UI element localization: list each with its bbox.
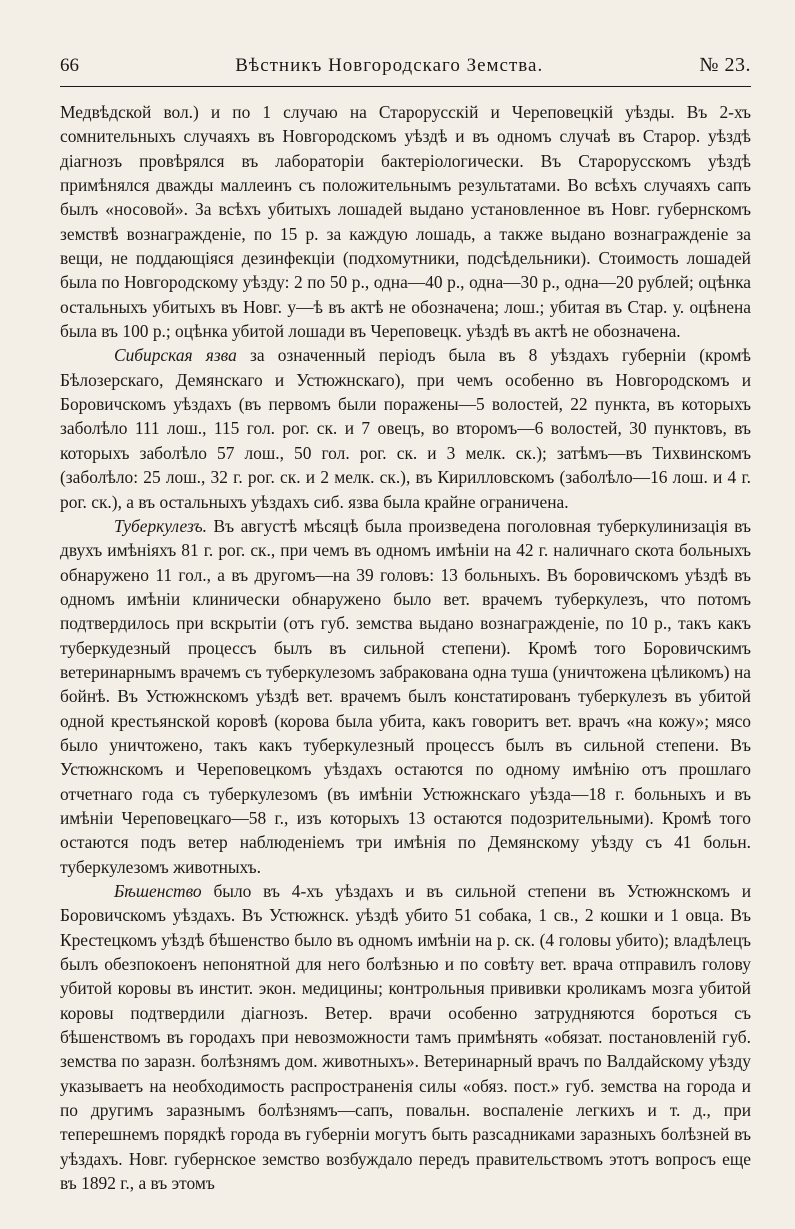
journal-title: Вѣстникъ Новгородскаго Земства. bbox=[235, 55, 544, 76]
paragraph-tuberculosis bbox=[60, 514, 751, 879]
paragraph-anthrax bbox=[60, 343, 751, 513]
paragraph-text: Медвѣдской вол.) и по 1 случаю на Старорусскій и Череповецкій уѣзды. Въ 2-хъ сомнительныхъ случаяхъ въ Новгородскомъ уѣздѣ и въ одномъ случаѣ въ Старор. уѣздѣ діагнозъ провѣрялся въ лабораторіи бактеріологически. Въ Старорусскомъ уѣздѣ примѣнялся дважды маллеинъ съ положительнымъ результатами. Во всѣхъ случаяхъ сапъ былъ «носовой». За всѣхъ убитыхъ лошадей выдано установленное въ Новг. губернскомъ земствѣ вознагражденіе, по 15 р. за каждую лошадь, а также выдано вознагражденіе за вещи, не поддающіяся дезинфекціи (подхомутники, подсѣдельники). Стоимость лошадей была по Новгородскому уѣзду: 2 по 50 р., одна—40 р., одна—30 р., одна—20 рублей; оцѣнка остальныхъ убитыхъ въ Новг. у—ѣ въ актѣ не обозначена; лош.; убитая въ Стар. у. оцѣнена была въ 100 р.; оцѣнка убитой лошади въ Череповецк. уѣздѣ въ актѣ не обозначена. bbox=[60, 102, 751, 342]
paragraph-text: было въ 4-хъ уѣздахъ и въ сильной степени въ Устюжнскомъ и Боровичскомъ уѣздахъ. Въ Устюжнск. уѣздѣ убито 51 собака, 1 св., 2 кошки и 1 овца. Въ Крестецкомъ уѣздѣ бѣшенство было въ одномъ имѣніи на р. ск. (4 головы убито); владѣлецъ былъ обезпокоенъ непонятной для него болѣзнью и по совѣту вет. врача отправилъ голову убитой коровы въ инстит. экон. медицины; контрольныя прививки кроликамъ мозга убитой коровы подтвердили діагнозъ. Ветер. врачи особенно затрудняются бороться съ бѣшенствомъ въ городахъ при невозможности тамъ примѣнять «обязат. постановленій губ. земства по заразн. болѣзнямъ дом. животныхъ». Ветеринарный врачъ по Валдайскому уѣзду указываетъ на необходимость распространенія силы «обяз. пост.» губ. земства на города и по другимъ заразнымъ болѣзнямъ—сапъ, повальн. воспаленіе легкихъ и т. д., при теперешнемъ порядкѣ города въ губерніи могутъ быть разсадниками заразныхъ болѣзней въ уѣздахъ. Новг. губернское земство возбуждало передъ правительствомъ этотъ вопросъ еще въ 1892 г., а въ этомъ bbox=[60, 881, 751, 1194]
section-lead: Бѣшенство bbox=[114, 881, 202, 901]
paragraph-text: Въ августѣ мѣсяцѣ была произведена поголовная туберкулинизація въ двухъ имѣніяхъ 81 г. рог. ск., при чемъ въ одномъ имѣніи на 42 г. наличнаго скота больныхъ обнаружено 11 гол., а въ другомъ—на 39 головъ: 13 больныхъ. Въ боровичскомъ уѣздѣ въ одномъ имѣніи клинически обнаружено было вет. врачемъ туберкулезъ, что потомъ подтвердилось при вскрытіи (отъ губ. земства выдано вознагражденіе, по 10 р., такъ какъ туберкудезный процессъ былъ въ сильной степени). Кромѣ того Боровичскимъ ветеринарнымъ врачемъ съ туберкулезомъ забракована одна туша (уничтожена цѣликомъ) на бойнѣ. Въ Устюжнскомъ уѣздѣ вет. врачемъ былъ констатированъ туберкулезъ въ убитой одной крестьянской коровѣ (корова была убита, какъ говоритъ вет. врачъ «на кожу»; мясо было уничтожено, такъ какъ туберкулезный процессъ былъ въ сильной степени. Въ Устюжнскомъ и Череповецкомъ уѣздахъ остаются по одному имѣнію отъ прошлаго отчетнаго года съ туберкулезомъ (въ имѣніи Устюжнскаго уѣзда—18 г. больныхъ и въ имѣніи Череповецкаго—58 г., изъ которыхъ 13 остаются подозрительными). Кромѣ того остаются подъ ветер наблюденіемъ три имѣнія по Демянскому уѣзду съ 41 больн. туберкулезомъ животныхъ. bbox=[60, 515, 751, 877]
paragraph-rabies bbox=[60, 879, 751, 1195]
running-head bbox=[60, 54, 751, 77]
issue-number: № 23. bbox=[699, 54, 751, 76]
section-lead: Туберкулезъ. bbox=[114, 515, 207, 536]
body-text bbox=[60, 100, 751, 1195]
paragraph-text: за означенный періодъ была въ 8 уѣздахъ губерніи (кромѣ Бѣлозерскаго, Демянскаго и Устюжнскаго), при чемъ особенно въ Новгородскомъ и Боровичскомъ уѣздахъ (въ первомъ были поражены—5 волостей, 22 пункта, въ которыхъ заболѣло 111 лош., 115 гол. рог. ск. и 7 овецъ, во второмъ—6 волостей, 30 пунктовъ, въ которыхъ заболѣло 57 лош., 50 гол. рог. ск. и 3 мелк. ск.); затѣмъ—въ Тихвинскомъ (заболѣло: 25 лош., 32 г. рог. ск. и 2 мелк. ск.), въ Кирилловскомъ (заболѣло—16 лош. и 4 г. рог. ск.), а въ остальныхъ уѣздахъ сиб. язва была крайне ограничена. bbox=[60, 345, 751, 512]
header-rule bbox=[60, 86, 751, 87]
paragraph-glanders bbox=[60, 100, 751, 343]
section-lead: Сибирская язва bbox=[114, 345, 237, 366]
page-number: 66 bbox=[60, 55, 79, 76]
